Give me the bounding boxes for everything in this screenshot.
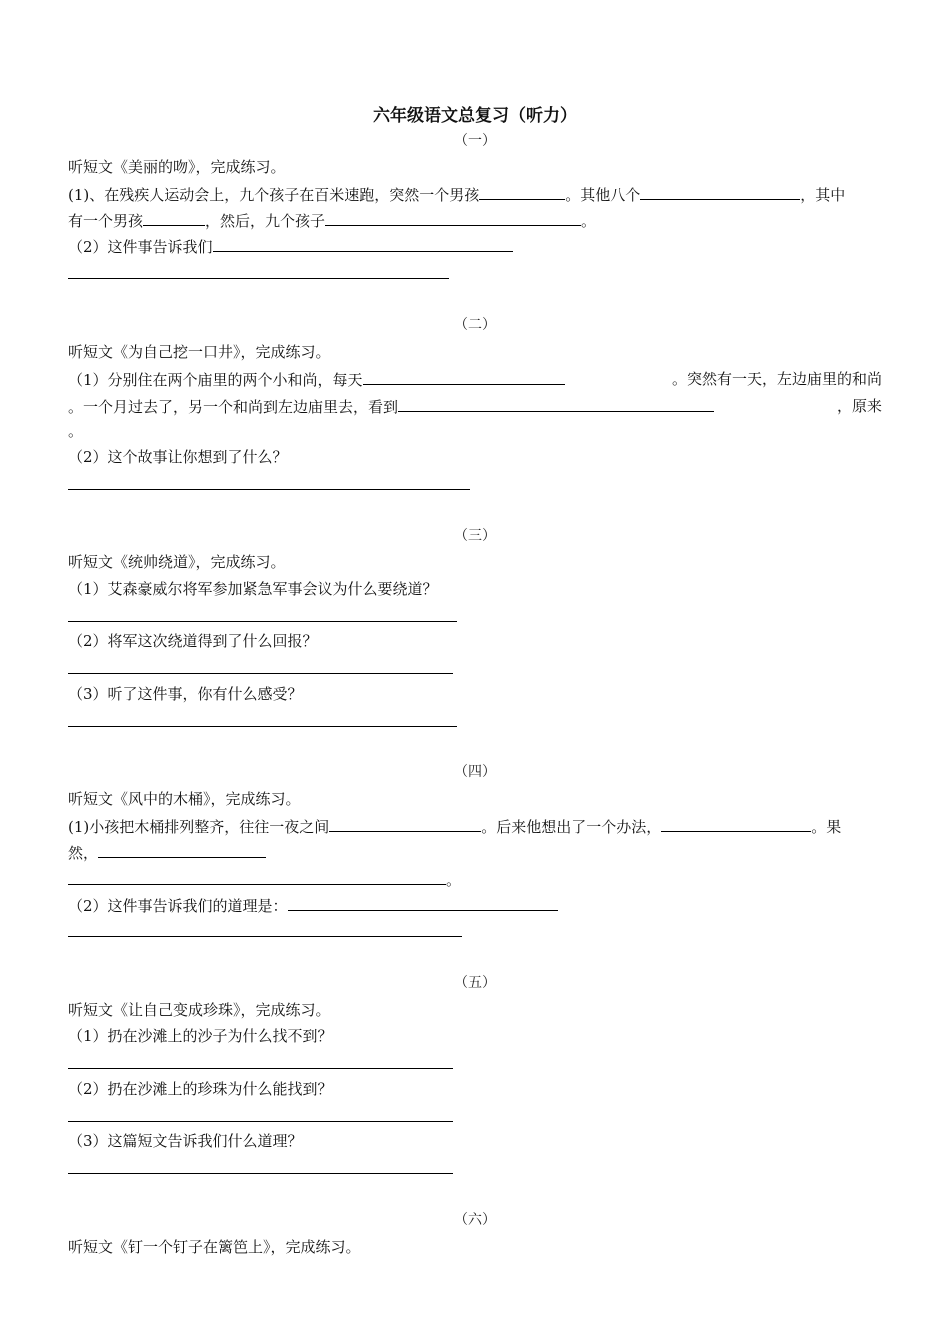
answer-blank[interactable] [640, 184, 800, 200]
section-2-intro: 听短文《为自己挖一口井》，完成练习。 [68, 343, 331, 361]
answer-line[interactable] [68, 673, 453, 674]
section-4-q1-line2: 然， [68, 842, 266, 863]
section-6-intro: 听短文《钉一个钉子在篱笆上》，完成练习。 [68, 1238, 361, 1256]
answer-line[interactable] [68, 278, 449, 279]
page-title: 六年级语文总复习（听力） [373, 106, 577, 126]
section-1-number: （一） [454, 133, 496, 149]
section-4-intro: 听短文《风中的木桶》，完成练习。 [68, 790, 301, 808]
section-3-q3: （3）听了这件事，你有什么感受？ [68, 685, 303, 703]
answer-line[interactable] [68, 489, 470, 490]
section-5-q1: （1）扔在沙滩上的沙子为什么找不到？ [68, 1027, 333, 1045]
answer-line[interactable] [68, 1068, 453, 1069]
section-4-q2: （2）这件事告诉我们的道理是： [68, 895, 558, 916]
section-1-q2: （2）这件事告诉我们 [68, 236, 513, 257]
answer-line[interactable] [68, 1173, 453, 1174]
section-1-intro: 听短文《美丽的吻》，完成练习。 [68, 158, 286, 176]
answer-blank[interactable] [213, 236, 513, 252]
answer-blank[interactable] [479, 184, 565, 200]
answer-blank[interactable] [363, 369, 565, 385]
section-1-q1-line1: (1)、在残疾人运动会上，九个孩子在百米速跑，突然一个男孩 。其他八个 ，其中 [68, 186, 846, 204]
section-2-q1-line1: （1）分别住在两个庙里的两个小和尚，每天 。突然有一天，左边庙里的和尚 [68, 370, 882, 389]
answer-blank[interactable] [325, 210, 581, 226]
answer-blank[interactable] [143, 210, 205, 226]
section-3-number: （三） [454, 528, 496, 544]
section-2-q2: （2）这个故事让你想到了什么？ [68, 448, 288, 466]
section-2-number: （二） [454, 317, 496, 333]
section-5-number: （五） [454, 975, 496, 991]
section-3-q1: （1）艾森豪威尔将军参加紧急军事会议为什么要绕道？ [68, 580, 438, 598]
answer-blank[interactable] [398, 396, 714, 412]
answer-line[interactable] [68, 621, 457, 622]
answer-blank[interactable] [288, 895, 558, 911]
section-4-q1-line1: (1)小孩把木桶排列整齐，往往一夜之间 。后来他想出了一个办法， 。果 [68, 818, 842, 836]
answer-blank[interactable] [98, 842, 266, 858]
section-5-q3: （3）这篇短文告诉我们什么道理？ [68, 1132, 303, 1150]
section-3-intro: 听短文《统帅绕道》，完成练习。 [68, 553, 286, 571]
answer-line[interactable] [68, 726, 457, 727]
section-2-q1-line3: 。 [68, 422, 84, 440]
section-3-q2: （2）将军这次绕道得到了什么回报？ [68, 632, 318, 650]
answer-line[interactable] [68, 936, 462, 937]
section-5-q2: （2）扔在沙滩上的珍珠为什么能找到？ [68, 1080, 333, 1098]
answer-blank[interactable] [661, 816, 811, 832]
section-4-number: （四） [454, 764, 496, 780]
answer-blank[interactable] [68, 869, 446, 885]
section-4-q1-line3: 。 [68, 869, 461, 890]
section-6-number: （六） [454, 1212, 496, 1228]
section-1-q1-line2: 有一个男孩 ，然后，九个孩子 。 [68, 212, 597, 230]
section-5-intro: 听短文《让自己变成珍珠》，完成练习。 [68, 1001, 331, 1019]
answer-blank[interactable] [329, 816, 481, 832]
answer-line[interactable] [68, 1121, 453, 1122]
section-2-q1-line2: 。一个月过去了，另一个和尚到左边庙里去，看到 ，原来 [68, 397, 882, 416]
